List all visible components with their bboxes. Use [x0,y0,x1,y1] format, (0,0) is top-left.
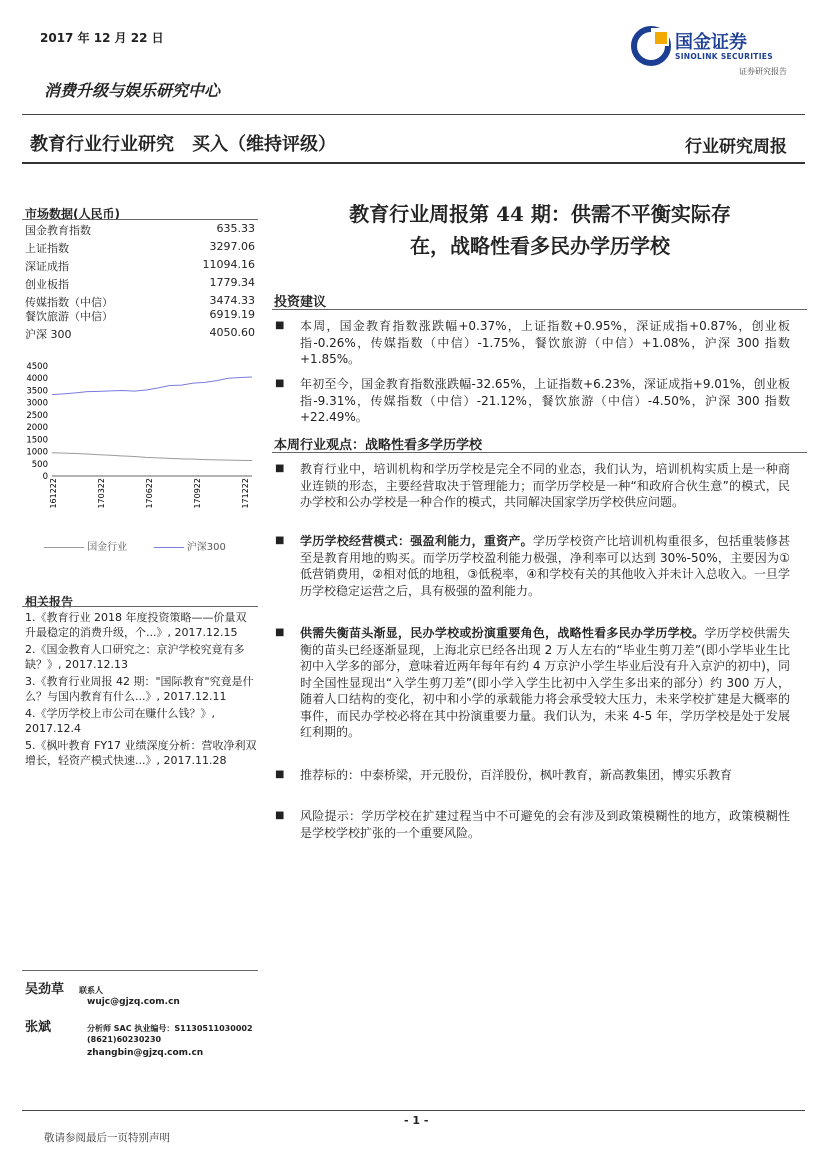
market-label: 餐饮旅游（中信） [25,310,113,323]
x-tick-label: 161222 [49,478,58,509]
view-point-2-body: 学历学校资产比培训机构重很多，包括重装修甚至是教育用地的购买。而学历学校盈利能力极强，净利率可以达到 30%-50%，主要因为①低营销费用，②相对低的地租，③低税率，④和学校有关的其他收入并未计入总收入。一旦学历学校稳定运营之后，具有极强的盈利能力。 [300,534,790,598]
view-point-2-lead: 学历学校经营模式：强盈利能力，重资产。 [300,534,533,548]
invest-divider [272,309,807,310]
author-role: 分析师 SAC 执业编号：S1130511030002 [87,1024,253,1033]
legend-label-hs300: 沪深300 [186,542,226,553]
related-reports-title: 相关报告 [25,595,74,609]
author-name: 吴劲草 [25,982,65,997]
sinolink-logo-icon [631,26,671,66]
y-tick-label: 0 [42,472,48,482]
related-reports-list [25,610,257,770]
square-bullet-icon: ■ [275,378,285,389]
article-title [270,198,810,262]
invest-heading: 投资建议 [274,295,327,310]
x-tick-label: 170922 [193,478,202,509]
author-email[interactable]: zhangbin@gjzq.com.cn [87,1048,204,1058]
article-title-line1: 教育行业周报第 44 期：供需不平衡实际存 [349,202,731,226]
report-title: 教育行业行业研究 买入（维持评级） [30,134,336,155]
market-row [25,258,257,276]
market-row [25,240,257,258]
logo-name-en: SINOLINK SECURITIES [675,52,773,61]
square-bullet-icon: ■ [275,535,285,546]
market-label: 国金教育指数 [25,224,91,237]
market-value: 4050.60 [209,326,255,339]
disclaimer-note: 敬请参阅最后一页特别声明 [44,1132,170,1144]
y-tick-label: 2000 [26,423,48,434]
author-divider [22,970,258,971]
chart-legend [44,538,226,553]
author-email[interactable]: wujc@gjzq.com.cn [87,997,180,1007]
author-phone: (8621)60230230 [87,1035,162,1044]
view-divider [272,452,807,453]
market-label: 创业板指 [25,278,69,291]
market-value: 6919.19 [209,308,255,321]
header-divider-top [22,114,805,115]
report-date: 2017 年 12 月 22 日 [40,31,164,45]
y-tick-label: 2500 [26,410,48,421]
research-center: 消费升级与娱乐研究中心 [44,81,221,100]
market-value: 3297.06 [209,240,255,253]
legend-line-hs300 [154,547,184,548]
x-tick-label: 171222 [241,478,250,509]
y-tick-label: 1500 [26,435,48,446]
invest-point-1: ■ 本周，国金教育指数涨跌幅+0.37%，上证指数+0.95%，深证成指+0.87%，创业板指-0.26%，传媒指数（中信）-1.75%，餐饮旅游（中信）+1.08%，沪深 300 指数+1.85%。 [275,319,790,366]
market-value: 635.33 [216,222,255,235]
article-title-line2: 在，战略性看多民办学历学校 [410,234,670,258]
footer-divider [22,1110,805,1111]
series-line [52,453,252,461]
market-data-table [25,222,257,340]
logo-subtitle: 证券研究报告 [739,67,787,76]
market-label: 深证成指 [25,260,69,273]
market-label: 传媒指数（中信） [25,296,113,309]
related-report-item[interactable]: 1.《教育行业 2018 年度投资策略——价量双升最稳定的消费升级，个...》, 2017.12.15 [25,611,247,639]
market-label: 沪深 300 [25,328,72,341]
view-point-3-lead: 供需失衡苗头渐显，民办学校或扮演重要角色，战略性看多民办学历学校。 [300,626,705,640]
author-name: 张斌 [25,1020,52,1035]
author-block-2 [25,1016,253,1058]
legend-line-guojin [44,547,84,548]
report-type: 行业研究周报 [685,137,787,157]
view-point-5: ■ 风险提示：学历学校在扩建过程当中不可避免的会有涉及到政策模糊性的地方，政策模糊性是学校学校扩张的一个重要风险。 [275,809,790,840]
market-row [25,326,257,344]
view-point-4: ■ 推荐标的：中泰桥梁，开元股份，百洋股份，枫叶教育，新高教集团，博实乐教育 [275,768,733,782]
header-divider-bottom [22,162,805,164]
square-bullet-icon: ■ [275,769,285,780]
x-tick-label: 170322 [97,478,106,509]
square-bullet-icon: ■ [275,320,285,331]
view-point-3-body: 学历学校供需失衡的苗头已经逐渐显现，上海北京已经各出现 2 万人左右的“毕业生剪刀差”(即小学毕业生比初中入学多的部分，意味着近两年每年有约 4 万京沪小学生毕业后没有升入京沪的初中)，同时全国性显现出“入学生剪刀差”(即小学入学生比初中入学生多出来的部分）约 300 万人，随着人口结构的变化，初中和小学的承载能力将会承受较大压力，未来学校扩建是大概率的事件，而民办学校必将在其中扮演重要力量。我们认为，未来 4-5 年，学历学校是处于发展红利期的。 [300,626,790,739]
logo-name-cn: 国金证券 [675,32,747,53]
x-tick-label: 170622 [145,478,154,509]
related-report-item[interactable]: 2.《国金教育人口研究之：京沪学校究竟有多缺？》, 2017.12.13 [25,643,245,671]
index-line-chart [18,360,258,509]
related-report-item[interactable]: 5.《枫叶教育 FY17 业绩深度分析：营收净利双增长，轻资产模式快速...》, 2017.11.28 [25,739,257,767]
y-tick-label: 3000 [26,398,48,409]
invest-point-2: ■ 年初至今，国金教育指数涨跌幅-32.65%，上证指数+6.23%，深证成指+9.01%，创业板指-9.31%，传媒指数（中信）-21.12%，餐饮旅游（中信）-4.50%，沪深 300 指数+22.49%。 [275,377,790,424]
page-number: - 1 - [404,1114,429,1127]
y-tick-label: 3500 [26,386,48,397]
market-data-title: 市场数据(人民币) [25,207,120,221]
market-value: 11094.16 [202,258,255,271]
y-tick-label: 1000 [26,447,48,458]
square-bullet-icon: ■ [275,627,285,638]
square-bullet-icon: ■ [275,463,285,474]
market-row [25,294,257,308]
y-tick-label: 500 [31,459,48,470]
view-heading: 本周行业观点：战略性看多学历学校 [274,438,483,453]
market-label: 上证指数 [25,242,69,255]
market-value: 3474.33 [209,294,255,307]
sinolink-logo [627,24,787,80]
view-point-3 [275,625,790,741]
related-report-item[interactable]: 3.《教育行业周报 42 期："国际教育"究竟是什么？与国内教育有什么...》, 2017.12.11 [25,675,254,703]
market-row [25,276,257,294]
author-role: 联系人 [79,986,103,995]
related-report-item[interactable]: 4.《学历学校上市公司在赚什么钱？》, 2017.12.4 [25,707,215,735]
y-tick-label: 4000 [26,374,48,385]
market-value: 1779.34 [209,276,255,289]
view-point-2 [275,533,790,599]
market-divider [22,219,258,220]
market-row [25,308,257,322]
legend-label-guojin: 国金行业 [87,542,128,553]
author-block-1 [25,978,180,1007]
related-divider [22,606,258,607]
series-line [52,377,252,395]
market-row [25,222,257,240]
view-point-1: ■ 教育行业中，培训机构和学历学校是完全不同的业态，我们认为，培训机构实质上是一种商业连锁的形态，主要经营取决于管理能力；而学历学校是一种“和政府合伙生意”的模式，民办学校和公办学校是一种合作的模式，共同解决国家学历学校供应问题。 [275,462,790,509]
square-bullet-icon: ■ [275,810,285,821]
y-tick-label: 4500 [26,362,48,372]
